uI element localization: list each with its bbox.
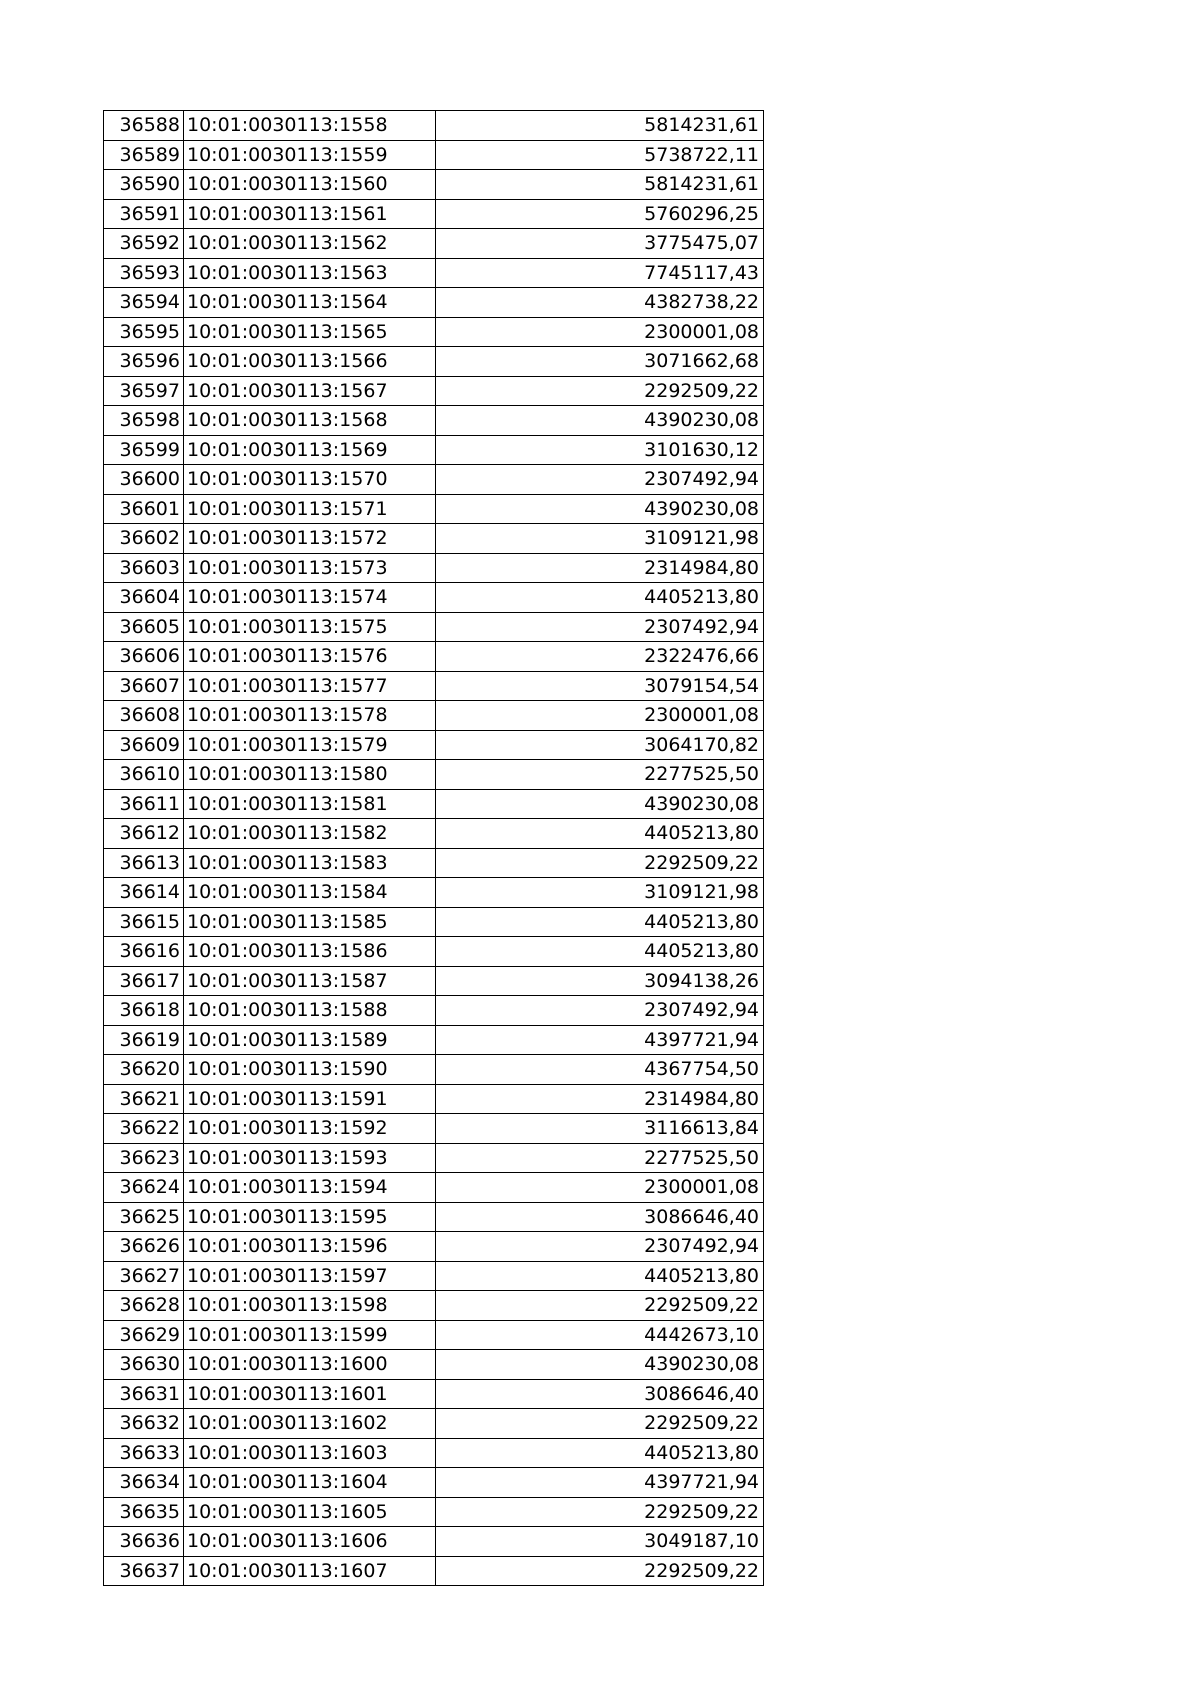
table-row [104,494,764,524]
value-cell: 4382738,22 [436,288,764,318]
value-cell: 4390230,08 [436,494,764,524]
value-cell: 4405213,80 [436,1261,764,1291]
cadastral-number-cell: 10:01:0030113:1590 [184,1055,436,1085]
table-row [104,1084,764,1114]
row-number-cell: 36619 [104,1025,184,1055]
table-row [104,1202,764,1232]
value-cell: 7745117,43 [436,258,764,288]
value-cell: 3049187,10 [436,1527,764,1557]
value-cell: 4390230,08 [436,1350,764,1380]
row-number-cell: 36621 [104,1084,184,1114]
cadastral-number-cell: 10:01:0030113:1595 [184,1202,436,1232]
value-cell: 3101630,12 [436,435,764,465]
value-cell: 5738722,11 [436,140,764,170]
table-row [104,406,764,436]
table-row [104,760,764,790]
value-cell: 3775475,07 [436,229,764,259]
row-number-cell: 36613 [104,848,184,878]
value-cell: 3109121,98 [436,878,764,908]
row-number-cell: 36600 [104,465,184,495]
value-cell: 4405213,80 [436,819,764,849]
table-row [104,1556,764,1586]
value-cell: 4405213,80 [436,583,764,613]
row-number-cell: 36594 [104,288,184,318]
cadastral-number-cell: 10:01:0030113:1574 [184,583,436,613]
cadastral-value-table [103,110,764,1586]
row-number-cell: 36595 [104,317,184,347]
table-row [104,848,764,878]
table-row [104,1055,764,1085]
row-number-cell: 36633 [104,1438,184,1468]
table-row [104,1409,764,1439]
value-cell: 2277525,50 [436,1143,764,1173]
cadastral-number-cell: 10:01:0030113:1567 [184,376,436,406]
table-row [104,789,764,819]
cadastral-number-cell: 10:01:0030113:1603 [184,1438,436,1468]
cadastral-number-cell: 10:01:0030113:1577 [184,671,436,701]
table-row [104,524,764,554]
value-cell: 3071662,68 [436,347,764,377]
table-row [104,1232,764,1262]
value-cell: 2292509,22 [436,1409,764,1439]
row-number-cell: 36606 [104,642,184,672]
table-row [104,966,764,996]
cadastral-number-cell: 10:01:0030113:1607 [184,1556,436,1586]
row-number-cell: 36622 [104,1114,184,1144]
row-number-cell: 36592 [104,229,184,259]
row-number-cell: 36627 [104,1261,184,1291]
cadastral-number-cell: 10:01:0030113:1579 [184,730,436,760]
table-row [104,258,764,288]
value-cell: 2292509,22 [436,1556,764,1586]
value-cell: 2307492,94 [436,1232,764,1262]
value-cell: 4397721,94 [436,1468,764,1498]
cadastral-number-cell: 10:01:0030113:1598 [184,1291,436,1321]
cadastral-number-cell: 10:01:0030113:1588 [184,996,436,1026]
value-cell: 2322476,66 [436,642,764,672]
row-number-cell: 36593 [104,258,184,288]
row-number-cell: 36628 [104,1291,184,1321]
table-row [104,1379,764,1409]
table-row [104,878,764,908]
value-cell: 3116613,84 [436,1114,764,1144]
table-row [104,612,764,642]
row-number-cell: 36609 [104,730,184,760]
row-number-cell: 36634 [104,1468,184,1498]
cadastral-number-cell: 10:01:0030113:1605 [184,1497,436,1527]
cadastral-number-cell: 10:01:0030113:1601 [184,1379,436,1409]
cadastral-number-cell: 10:01:0030113:1596 [184,1232,436,1262]
value-cell: 4367754,50 [436,1055,764,1085]
cadastral-number-cell: 10:01:0030113:1566 [184,347,436,377]
value-cell: 2292509,22 [436,1291,764,1321]
cadastral-number-cell: 10:01:0030113:1583 [184,848,436,878]
cadastral-number-cell: 10:01:0030113:1594 [184,1173,436,1203]
value-cell: 2292509,22 [436,848,764,878]
row-number-cell: 36631 [104,1379,184,1409]
cadastral-number-cell: 10:01:0030113:1569 [184,435,436,465]
row-number-cell: 36597 [104,376,184,406]
row-number-cell: 36624 [104,1173,184,1203]
cadastral-number-cell: 10:01:0030113:1561 [184,199,436,229]
table-row [104,465,764,495]
value-cell: 4442673,10 [436,1320,764,1350]
table-row [104,376,764,406]
row-number-cell: 36588 [104,111,184,141]
value-cell: 4390230,08 [436,789,764,819]
value-cell: 2300001,08 [436,1173,764,1203]
value-cell: 4405213,80 [436,937,764,967]
cadastral-number-cell: 10:01:0030113:1600 [184,1350,436,1380]
row-number-cell: 36630 [104,1350,184,1380]
cadastral-number-cell: 10:01:0030113:1604 [184,1468,436,1498]
row-number-cell: 36603 [104,553,184,583]
table-row [104,111,764,141]
cadastral-number-cell: 10:01:0030113:1564 [184,288,436,318]
value-cell: 5760296,25 [436,199,764,229]
value-cell: 3086646,40 [436,1379,764,1409]
value-cell: 5814231,61 [436,170,764,200]
cadastral-number-cell: 10:01:0030113:1585 [184,907,436,937]
table-row [104,1527,764,1557]
row-number-cell: 36623 [104,1143,184,1173]
table-row [104,730,764,760]
row-number-cell: 36589 [104,140,184,170]
value-cell: 4397721,94 [436,1025,764,1055]
row-number-cell: 36618 [104,996,184,1026]
table-row [104,1320,764,1350]
row-number-cell: 36620 [104,1055,184,1085]
row-number-cell: 36636 [104,1527,184,1557]
row-number-cell: 36608 [104,701,184,731]
cadastral-number-cell: 10:01:0030113:1581 [184,789,436,819]
row-number-cell: 36605 [104,612,184,642]
table-row [104,1468,764,1498]
row-number-cell: 36602 [104,524,184,554]
cadastral-number-cell: 10:01:0030113:1558 [184,111,436,141]
cadastral-number-cell: 10:01:0030113:1571 [184,494,436,524]
cadastral-number-cell: 10:01:0030113:1602 [184,1409,436,1439]
table-row [104,347,764,377]
value-cell: 3079154,54 [436,671,764,701]
row-number-cell: 36617 [104,966,184,996]
row-number-cell: 36611 [104,789,184,819]
table-row [104,819,764,849]
row-number-cell: 36616 [104,937,184,967]
cadastral-number-cell: 10:01:0030113:1576 [184,642,436,672]
table-row [104,553,764,583]
row-number-cell: 36632 [104,1409,184,1439]
cadastral-number-cell: 10:01:0030113:1599 [184,1320,436,1350]
table-row [104,1291,764,1321]
row-number-cell: 36599 [104,435,184,465]
table-row [104,288,764,318]
row-number-cell: 36629 [104,1320,184,1350]
row-number-cell: 36614 [104,878,184,908]
table-row [104,1173,764,1203]
value-cell: 2292509,22 [436,1497,764,1527]
cadastral-number-cell: 10:01:0030113:1563 [184,258,436,288]
table-row [104,583,764,613]
table-row [104,1143,764,1173]
table-row [104,317,764,347]
cadastral-number-cell: 10:01:0030113:1573 [184,553,436,583]
table-row [104,642,764,672]
value-cell: 2300001,08 [436,317,764,347]
value-cell: 2300001,08 [436,701,764,731]
value-cell: 5814231,61 [436,111,764,141]
value-cell: 3094138,26 [436,966,764,996]
value-cell: 3064170,82 [436,730,764,760]
table-row [104,1350,764,1380]
row-number-cell: 36604 [104,583,184,613]
table-row [104,229,764,259]
cadastral-number-cell: 10:01:0030113:1559 [184,140,436,170]
value-cell: 2277525,50 [436,760,764,790]
cadastral-number-cell: 10:01:0030113:1606 [184,1527,436,1557]
value-cell: 3109121,98 [436,524,764,554]
table-row [104,435,764,465]
table-row [104,701,764,731]
row-number-cell: 36591 [104,199,184,229]
table-row [104,1261,764,1291]
cadastral-number-cell: 10:01:0030113:1593 [184,1143,436,1173]
cadastral-number-cell: 10:01:0030113:1562 [184,229,436,259]
table-row [104,671,764,701]
cadastral-number-cell: 10:01:0030113:1592 [184,1114,436,1144]
table-body [104,111,764,1586]
row-number-cell: 36615 [104,907,184,937]
cadastral-number-cell: 10:01:0030113:1589 [184,1025,436,1055]
cadastral-number-cell: 10:01:0030113:1572 [184,524,436,554]
row-number-cell: 36596 [104,347,184,377]
value-cell: 2307492,94 [436,996,764,1026]
value-cell: 4390230,08 [436,406,764,436]
cadastral-number-cell: 10:01:0030113:1586 [184,937,436,967]
row-number-cell: 36635 [104,1497,184,1527]
table-row [104,1114,764,1144]
row-number-cell: 36607 [104,671,184,701]
row-number-cell: 36626 [104,1232,184,1262]
table-row [104,1025,764,1055]
table-row [104,996,764,1026]
cadastral-number-cell: 10:01:0030113:1575 [184,612,436,642]
value-cell: 2314984,80 [436,1084,764,1114]
cadastral-number-cell: 10:01:0030113:1560 [184,170,436,200]
row-number-cell: 36610 [104,760,184,790]
cadastral-number-cell: 10:01:0030113:1587 [184,966,436,996]
value-cell: 2307492,94 [436,612,764,642]
cadastral-number-cell: 10:01:0030113:1597 [184,1261,436,1291]
cadastral-number-cell: 10:01:0030113:1578 [184,701,436,731]
value-cell: 2314984,80 [436,553,764,583]
row-number-cell: 36601 [104,494,184,524]
table-row [104,199,764,229]
cadastral-number-cell: 10:01:0030113:1584 [184,878,436,908]
cadastral-number-cell: 10:01:0030113:1565 [184,317,436,347]
table-row [104,937,764,967]
value-cell: 3086646,40 [436,1202,764,1232]
row-number-cell: 36612 [104,819,184,849]
row-number-cell: 36598 [104,406,184,436]
value-cell: 2307492,94 [436,465,764,495]
table-row [104,140,764,170]
cadastral-number-cell: 10:01:0030113:1568 [184,406,436,436]
cadastral-number-cell: 10:01:0030113:1570 [184,465,436,495]
row-number-cell: 36590 [104,170,184,200]
table-row [104,1497,764,1527]
table-row [104,907,764,937]
table-row [104,1438,764,1468]
cadastral-number-cell: 10:01:0030113:1580 [184,760,436,790]
row-number-cell: 36625 [104,1202,184,1232]
table-row [104,170,764,200]
row-number-cell: 36637 [104,1556,184,1586]
value-cell: 2292509,22 [436,376,764,406]
cadastral-number-cell: 10:01:0030113:1591 [184,1084,436,1114]
value-cell: 4405213,80 [436,1438,764,1468]
value-cell: 4405213,80 [436,907,764,937]
cadastral-number-cell: 10:01:0030113:1582 [184,819,436,849]
